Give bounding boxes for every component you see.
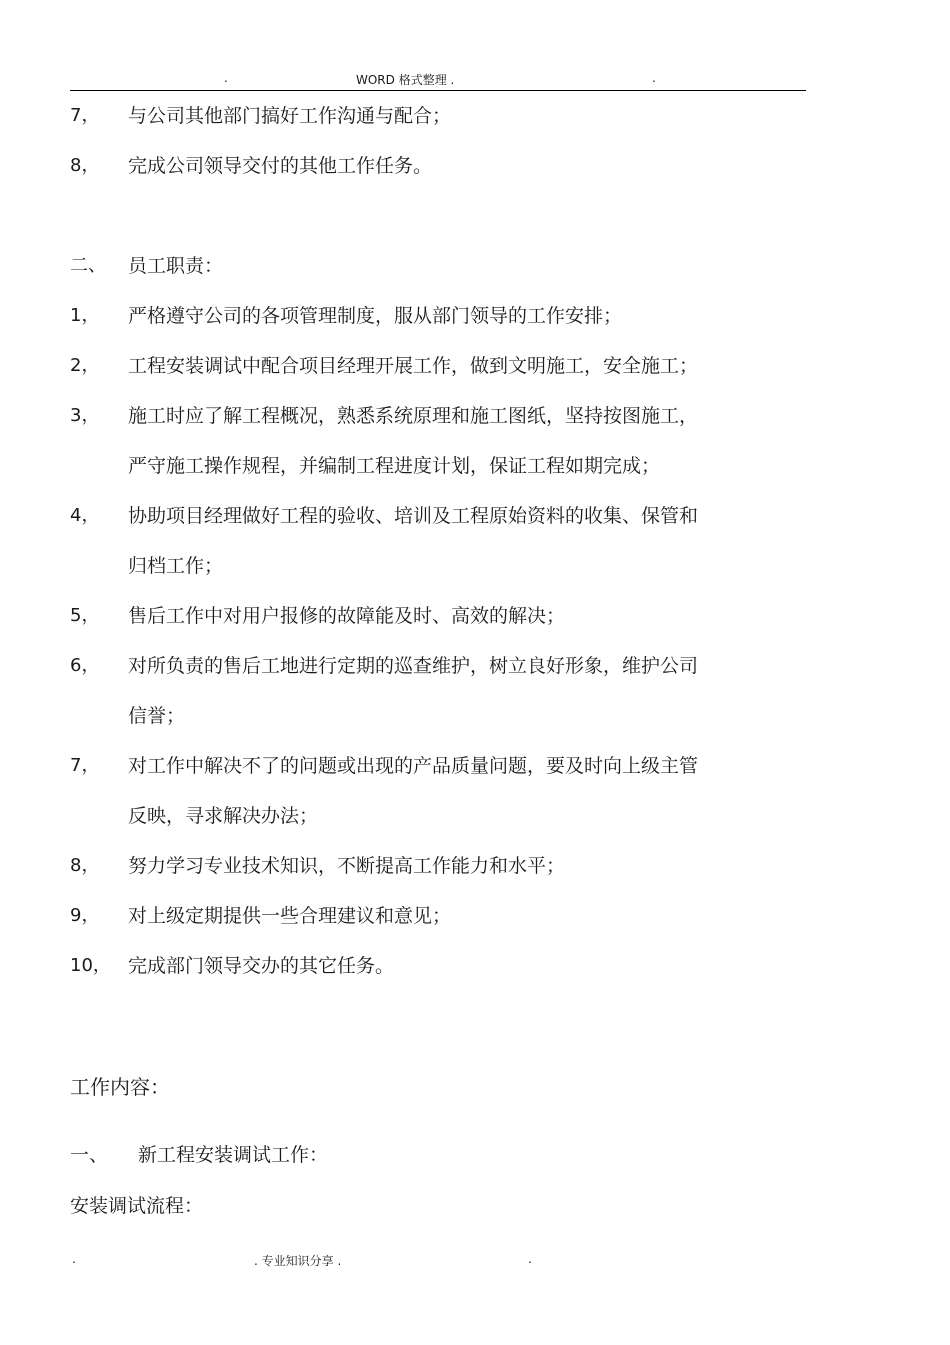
list-item-text-continued: 信誉； <box>128 705 186 727</box>
list-item-number: 7， <box>70 105 100 126</box>
header-dot-left: . <box>224 71 228 85</box>
list-item-text: 对工作中解决不了的问题或出现的产品质量问题，要及时向上级主管 <box>128 755 699 777</box>
list-item-number: 4， <box>70 505 100 526</box>
list-item-text: 对上级定期提供一些合理建议和意见； <box>128 905 452 927</box>
list-item-text: 工程安装调试中配合项目经理开展工作，做到文明施工，安全施工； <box>128 355 699 377</box>
footer-text: . 专业知识分享 . <box>254 1254 342 1268</box>
page-header <box>70 68 806 91</box>
list-item-text: 售后工作中对用户报修的故障能及时、高效的解决； <box>128 605 566 627</box>
list-item-number: 8， <box>70 155 100 176</box>
section-number: 二、 <box>70 255 106 276</box>
header-dot-right: . <box>652 71 656 85</box>
list-item-number: 10， <box>70 955 111 976</box>
list-item-number: 7， <box>70 755 100 776</box>
list-item-number: 5， <box>70 605 100 626</box>
list-item-number: 2， <box>70 355 100 376</box>
list-item-number: 8， <box>70 855 100 876</box>
list-item-number: 9， <box>70 905 100 926</box>
section-title: 员工职责： <box>128 255 224 277</box>
list-item-number: 3， <box>70 405 100 426</box>
list-item-text-continued: 归档工作； <box>128 555 224 577</box>
list-item-text: 协助项目经理做好工程的验收、培训及工程原始资料的收集、保管和 <box>128 505 699 527</box>
list-item-text: 完成公司领导交付的其他工作任务。 <box>128 155 433 177</box>
list-item-text: 完成部门领导交办的其它任务。 <box>128 955 395 977</box>
footer-dot-left: . <box>72 1252 76 1266</box>
list-item-text-continued: 反映，寻求解决办法； <box>128 805 319 827</box>
list-item-text: 施工时应了解工程概况，熟悉系统原理和施工图纸，坚持按图施工， <box>128 405 699 427</box>
list-item-number: 6， <box>70 655 100 676</box>
list-item-text-continued: 严守施工操作规程，并编制工程进度计划，保证工程如期完成； <box>128 455 661 477</box>
flow-title: 安装调试流程： <box>70 1195 204 1217</box>
list-item-text: 与公司其他部门搞好工作沟通与配合； <box>128 105 452 127</box>
list-item-text: 对所负责的售后工地进行定期的巡查维护，树立良好形象，维护公司 <box>128 655 699 677</box>
list-item-number: 1， <box>70 305 100 326</box>
header-title: WORD 格式整理 . <box>356 73 455 87</box>
list-item-text: 严格遵守公司的各项管理制度，服从部门领导的工作安排； <box>128 305 623 327</box>
list-item-text: 努力学习专业技术知识，不断提高工作能力和水平； <box>128 855 566 877</box>
subsection-title: 新工程安装调试工作： <box>138 1144 329 1166</box>
footer-dot-right: . <box>528 1252 532 1266</box>
work-content-title: 工作内容： <box>70 1075 170 1099</box>
subsection-number: 一、 <box>70 1144 109 1166</box>
